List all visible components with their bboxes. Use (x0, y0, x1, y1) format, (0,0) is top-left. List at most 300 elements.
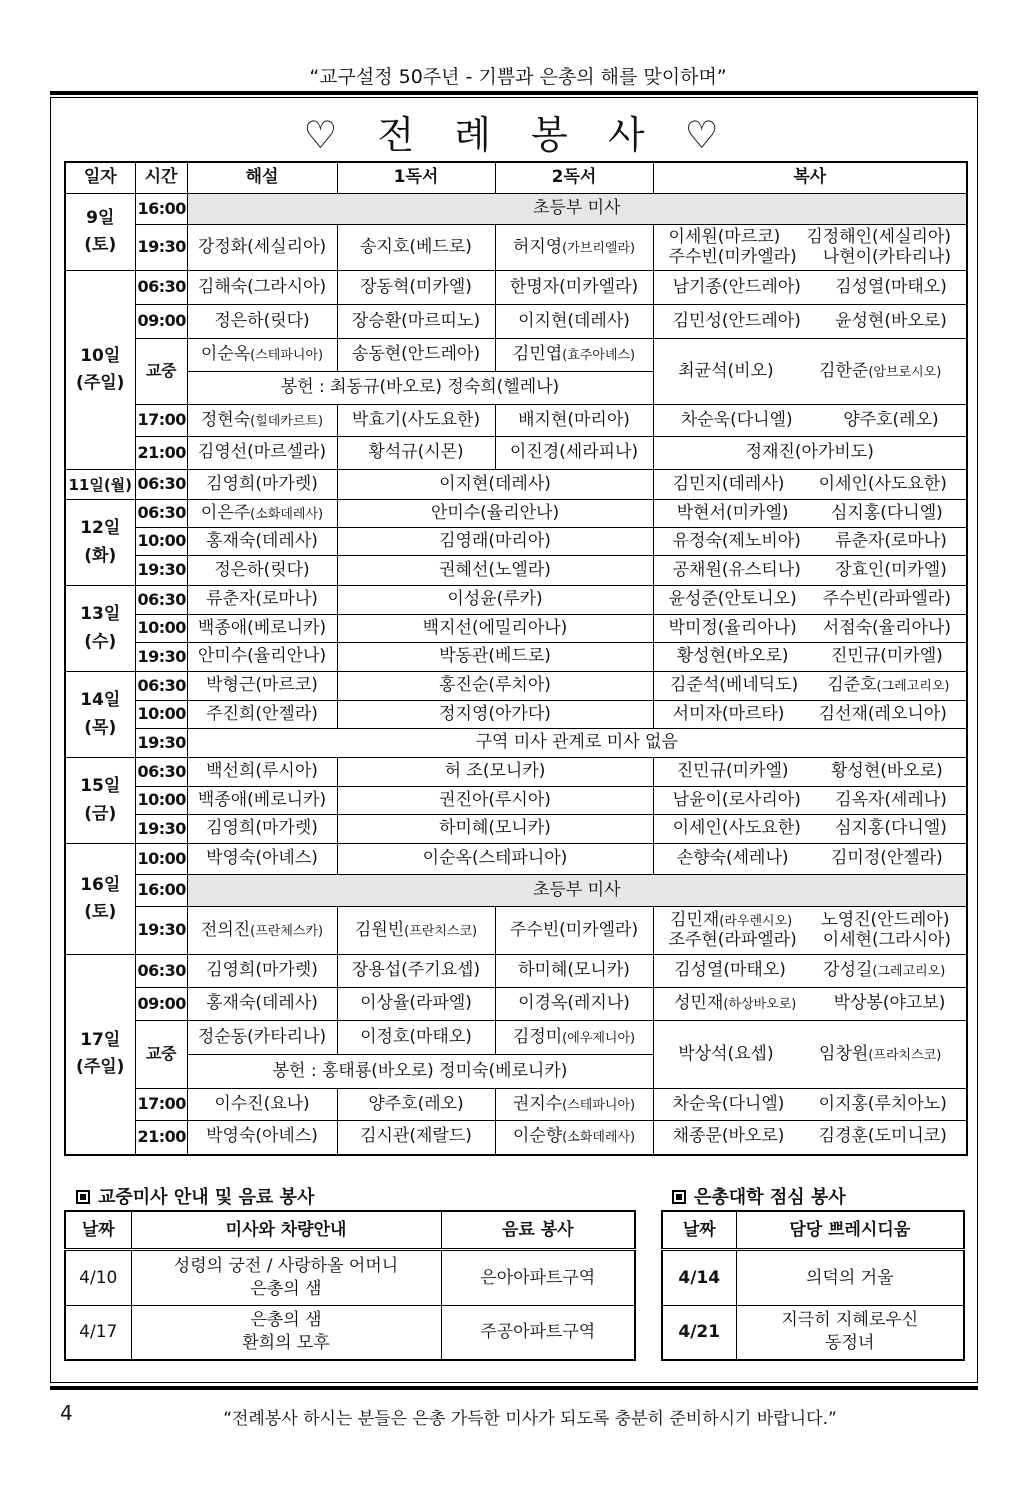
reading2-cell: 이경옥(레지나) (495, 988, 653, 1021)
reading-cell: 김영래(마리아) (337, 528, 653, 556)
reading-cell: 이순옥(스테파니아) (337, 844, 653, 875)
reading1-cell: 이상율(라파엘) (337, 988, 495, 1021)
reading1-cell: 김원빈(프란치스코) (337, 907, 495, 955)
saint-name: (그레고리오) (876, 679, 950, 695)
lunch-header-row (662, 1211, 964, 1250)
commentary-cell: 김영희(마가렛) (187, 470, 337, 500)
day-cell (65, 586, 135, 672)
col-servers: 복사 (653, 162, 967, 194)
servers-cell (653, 1121, 967, 1155)
col-time: 시간 (135, 162, 187, 194)
table-header-row (65, 162, 967, 194)
saint-name: (암브로시오) (868, 364, 942, 380)
saint-name: (에우제니아) (562, 1030, 636, 1046)
servers-cell (653, 1089, 967, 1121)
servers-line (656, 278, 965, 298)
day-cell (65, 470, 135, 500)
mass-guide-date: 4/10 (65, 1250, 131, 1306)
server-name: 박현서(미카엘) (676, 502, 789, 523)
reading-cell: 홍진순(루치아) (337, 672, 653, 701)
servers-line (656, 532, 965, 552)
day-cell (65, 844, 135, 955)
server-name: 박상봉(야고보) (833, 993, 946, 1014)
day-cell (65, 955, 135, 1155)
time-cell: 16:00 (135, 875, 187, 907)
servers-line (656, 849, 965, 869)
saint-name: (효주아녜스) (562, 348, 636, 364)
commentary-cell: 홍재숙(데레사) (187, 988, 337, 1021)
time-cell: 16:00 (135, 194, 187, 225)
reading1-cell: 박효기(사도요한) (337, 405, 495, 437)
reading-cell: 이성윤(루카) (337, 586, 653, 615)
col-reading2: 2독서 (495, 162, 653, 194)
offering-cell: 봉헌 : 최동규(바오로) 정숙희(헬레나) (187, 372, 653, 405)
commentary-cell: 김영희(마가렛) (187, 815, 337, 844)
table-row (65, 470, 967, 500)
server-name: 서미자(마르타) (672, 703, 785, 724)
servers-line (656, 791, 965, 811)
server-name: 김민재(라우렌시오) (670, 909, 793, 930)
mass-guide-hymns: 은총의 샘 환희의 모후 (131, 1306, 441, 1360)
commentary-cell: 박영숙(아녜스) (187, 1121, 337, 1155)
lunch-col-date: 날짜 (662, 1211, 736, 1250)
server-name: 최균석(비오) (678, 360, 774, 381)
saint-name: (라우렌시오) (719, 913, 793, 929)
table-row (65, 1021, 967, 1055)
weekday-label: (수) (84, 631, 117, 652)
lunch-date: 4/14 (662, 1250, 736, 1306)
commentary-cell: 백선희(루시아) (187, 758, 337, 787)
table-row (65, 1121, 967, 1155)
commentary-cell: 안미수(율리안나) (187, 643, 337, 672)
table-row (65, 437, 967, 470)
servers-line (656, 676, 965, 696)
server-name: 이세현(그라시아) (822, 929, 951, 950)
reading2-cell: 하미혜(모니카) (495, 955, 653, 988)
mass-guide-date: 4/17 (65, 1306, 131, 1360)
servers-line (656, 819, 965, 839)
time-cell: 06:30 (135, 758, 187, 787)
servers-line (656, 443, 965, 463)
reading2-cell: 주수빈(미카엘라) (495, 907, 653, 955)
server-name: 윤성준(안토니오) (668, 589, 797, 610)
servers-line (656, 619, 965, 639)
servers-line (656, 362, 965, 382)
servers-line (656, 228, 965, 248)
server-name: 김민성(안드레아) (672, 310, 801, 331)
day-cell (65, 672, 135, 758)
time-cell: 10:00 (135, 844, 187, 875)
server-name: 박미정(율리아나) (668, 617, 797, 638)
commentary-cell: 정현숙(힐데카르트) (187, 405, 337, 437)
time-cell: 21:00 (135, 1121, 187, 1155)
reading2-cell: 이진경(세라피나) (495, 437, 653, 470)
table-row (65, 528, 967, 556)
commentary-cell: 정은하(릿다) (187, 305, 337, 339)
server-name: 황성현(바오로) (830, 761, 943, 782)
servers-line (656, 248, 965, 268)
day-cell (65, 500, 135, 586)
time-cell: 21:00 (135, 437, 187, 470)
table-row (65, 875, 967, 907)
servers-cell (653, 528, 967, 556)
time-cell: 10:00 (135, 615, 187, 643)
server-name: 박상석(요셉) (678, 1043, 774, 1064)
time-cell: 19:30 (135, 907, 187, 955)
table-row (65, 907, 967, 955)
table-row (65, 672, 967, 701)
day-label: 17일 (80, 1030, 121, 1051)
servers-cell (653, 500, 967, 528)
time-cell: 06:30 (135, 955, 187, 988)
time-cell: 06:30 (135, 500, 187, 528)
table-row (65, 1250, 635, 1306)
server-name: 남기종(안드레아) (672, 276, 801, 297)
time-cell: 17:00 (135, 405, 187, 437)
mass-guide-table (64, 1210, 636, 1361)
servers-cell (653, 815, 967, 844)
time-cell: 10:00 (135, 787, 187, 815)
mass-guide-drink: 주공아파트구역 (441, 1306, 635, 1360)
time-cell: 09:00 (135, 305, 187, 339)
reading-cell: 허 조(모니카) (337, 758, 653, 787)
day-label: 15일 (80, 776, 121, 797)
lunch-group: 지극히 지혜로우신 동정녀 (736, 1306, 964, 1360)
mass-guide-header-row (65, 1211, 635, 1250)
time-cell: 06:30 (135, 672, 187, 701)
span-cell: 초등부 미사 (187, 875, 967, 907)
servers-cell (653, 1021, 967, 1089)
servers-line (656, 911, 965, 931)
table-row (65, 339, 967, 372)
server-name: 차순욱(다니엘) (680, 409, 793, 430)
reading2-cell: 김정미(에우제니아) (495, 1021, 653, 1055)
server-name: 김준호(그레고리오) (827, 675, 950, 696)
servers-cell (653, 672, 967, 701)
servers-cell (653, 339, 967, 405)
reading1-cell: 장용섭(주기요셉) (337, 955, 495, 988)
footer-text: “전례봉사 하시는 분들은 은총 가득한 미사가 되도록 충분히 준비하시기 바랍니다.” (223, 1409, 837, 1429)
saint-name: (스테파니아) (250, 348, 324, 364)
server-name: 양주호(레오) (843, 409, 939, 430)
server-name: 주수빈(미카엘라) (668, 246, 797, 267)
table-row (65, 758, 967, 787)
servers-cell (653, 701, 967, 729)
time-cell: 06:30 (135, 271, 187, 305)
time-cell: 교중 (135, 1021, 187, 1089)
servers-cell (653, 556, 967, 586)
table-row (65, 615, 967, 643)
day-label: 14일 (80, 690, 121, 711)
page-number: 4 (60, 1401, 73, 1425)
reading1-cell: 황석규(시몬) (337, 437, 495, 470)
top-title: “교구설정 50주년 - 기쁨과 은총의 해를 맞이하며” (309, 66, 727, 88)
reading1-cell: 송지호(베드로) (337, 225, 495, 271)
servers-cell (653, 844, 967, 875)
square-bullet-icon (672, 1190, 686, 1204)
server-name: 이세원(마르코) (668, 226, 781, 247)
day-label: 16일 (80, 874, 121, 895)
weekday-label: (목) (84, 717, 117, 738)
reading1-cell: 송동현(안드레아) (337, 339, 495, 372)
reading-cell: 권진아(루시아) (337, 787, 653, 815)
server-name: 심지홍(다니엘) (835, 818, 947, 839)
server-name: 나현이(카타리나) (822, 246, 951, 267)
servers-cell (653, 615, 967, 643)
server-name: 이세인(사도요한) (818, 473, 947, 494)
table-row (65, 194, 967, 225)
server-name: 진민규(미카엘) (830, 646, 943, 667)
saint-name: (프라치스코) (868, 1047, 942, 1063)
reading2-cell: 권지수(스테파니아) (495, 1089, 653, 1121)
reading1-cell: 장승환(마르띠노) (337, 305, 495, 339)
saint-name: (하상바오로) (723, 997, 797, 1013)
time-cell: 19:30 (135, 815, 187, 844)
servers-cell (653, 437, 967, 470)
mass-guide-heading: 교중미사 안내 및 음료 봉사 (76, 1183, 314, 1209)
reading1-cell: 양주호(레오) (337, 1089, 495, 1121)
time-cell: 06:30 (135, 470, 187, 500)
commentary-cell: 김영선(마르셀라) (187, 437, 337, 470)
saint-name: (소화데레사) (250, 506, 324, 522)
mass-guide-hymns: 성령의 궁전 / 사랑하올 어머니 은총의 샘 (131, 1250, 441, 1306)
server-name: 서점숙(율리아나) (822, 617, 951, 638)
server-name: 정재진(아가비도) (745, 442, 874, 463)
reading2-cell: 이지현(데레사) (495, 305, 653, 339)
server-name: 윤성현(바오로) (835, 310, 947, 331)
servers-line (656, 647, 965, 667)
server-name: 이세인(사도요한) (672, 818, 801, 839)
saint-name: (프란치스코) (404, 923, 478, 939)
weekday-label: (주일) (76, 373, 125, 393)
bottom-rule-thin (50, 1382, 978, 1383)
commentary-cell: 이은주(소화데레사) (187, 500, 337, 528)
servers-cell (653, 405, 967, 437)
table-row (65, 1306, 635, 1360)
commentary-cell: 주진희(안젤라) (187, 701, 337, 729)
table-row (65, 586, 967, 615)
server-name: 남윤이(로사리아) (672, 789, 801, 810)
col-commentary: 해설 (187, 162, 337, 194)
server-name: 김한준(암브로시오) (819, 360, 942, 381)
servers-cell (653, 586, 967, 615)
offering-cell: 봉헌 : 홍태룡(바오로) 정미숙(베로니카) (187, 1055, 653, 1089)
servers-cell (653, 225, 967, 271)
servers-line (656, 1127, 965, 1147)
server-name: 조주현(라파엘라) (668, 929, 797, 950)
servers-cell (653, 787, 967, 815)
time-cell: 19:30 (135, 556, 187, 586)
servers-line (656, 1095, 965, 1115)
servers-cell (653, 988, 967, 1021)
mass-guide-col-hymns: 미사와 차량안내 (131, 1211, 441, 1250)
day-cell (65, 758, 135, 844)
col-date: 일자 (65, 162, 135, 194)
reading2-cell: 허지영(가브리엘라) (495, 225, 653, 271)
col-reading1: 1독서 (337, 162, 495, 194)
day-cell (65, 271, 135, 470)
reading-cell: 박동관(베드로) (337, 643, 653, 672)
saint-name: (힐데카르트) (250, 413, 324, 429)
commentary-cell: 정은하(릿다) (187, 556, 337, 586)
reading2-cell: 김민엽(효주아녜스) (495, 339, 653, 372)
commentary-cell: 백종애(베로니카) (187, 615, 337, 643)
table-row (662, 1306, 964, 1360)
server-name: 이지홍(루치아노) (818, 1093, 947, 1114)
server-name: 손향숙(세레나) (676, 848, 789, 869)
server-name: 김성열(마태오) (835, 276, 947, 297)
servers-line (656, 411, 965, 431)
reading-cell: 안미수(율리안나) (337, 500, 653, 528)
reading-cell: 정지영(아가다) (337, 701, 653, 729)
time-cell: 17:00 (135, 1089, 187, 1121)
server-name: 심지홍(다니엘) (830, 502, 943, 523)
commentary-cell: 정순동(카타리나) (187, 1021, 337, 1055)
table-row (65, 701, 967, 729)
server-name: 류춘자(로마나) (835, 530, 947, 551)
servers-cell (653, 643, 967, 672)
notice-cell: 구역 미사 관계로 미사 없음 (187, 729, 967, 758)
server-name: 주수빈(라파엘라) (822, 589, 951, 610)
servers-line (656, 762, 965, 782)
commentary-cell: 홍재숙(데레사) (187, 528, 337, 556)
table-row (65, 729, 967, 758)
square-bullet-icon (76, 1190, 90, 1204)
reading2-cell: 이순향(소화데레사) (495, 1121, 653, 1155)
mass-guide-col-drink: 음료 봉사 (441, 1211, 635, 1250)
time-cell: 10:00 (135, 701, 187, 729)
lunch-date: 4/21 (662, 1306, 736, 1360)
servers-cell (653, 271, 967, 305)
server-name: 김성열(마태오) (674, 960, 786, 981)
time-cell: 교중 (135, 339, 187, 405)
commentary-cell: 박영숙(아녜스) (187, 844, 337, 875)
section-title: ♡ 전 례 봉 사 ♡ (303, 113, 733, 157)
liturgy-schedule-table (64, 161, 968, 1156)
servers-cell (653, 305, 967, 339)
reading1-cell: 이정호(마태오) (337, 1021, 495, 1055)
time-cell: 09:00 (135, 988, 187, 1021)
servers-line (656, 312, 965, 332)
commentary-cell: 박형근(마르코) (187, 672, 337, 701)
server-name: 김준석(베네딕도) (670, 675, 799, 696)
table-row (662, 1250, 964, 1306)
mass-guide-col-date: 날짜 (65, 1211, 131, 1250)
reading1-cell: 장동혁(미카엘) (337, 271, 495, 305)
schedule-body (65, 194, 967, 1155)
server-name: 김선재(레오니아) (818, 703, 947, 724)
span-cell: 초등부 미사 (187, 194, 967, 225)
table-row (65, 1089, 967, 1121)
saint-name: (소화데레사) (562, 1130, 636, 1146)
time-cell: 19:30 (135, 729, 187, 758)
servers-line (656, 994, 965, 1014)
reading1-cell: 김시관(제랄드) (337, 1121, 495, 1155)
day-label: 10일 (80, 345, 121, 366)
bottom-rule-thick (50, 1386, 978, 1390)
server-name: 성민재(하상바오로) (674, 993, 797, 1014)
servers-cell (653, 470, 967, 500)
table-row (65, 643, 967, 672)
servers-line (656, 504, 965, 524)
table-row (65, 556, 967, 586)
lunch-heading: 은총대학 점심 봉사 (672, 1183, 846, 1209)
saint-name: (가브리엘라) (562, 240, 636, 256)
server-name: 황성현(바오로) (676, 646, 789, 667)
commentary-cell: 백종애(베로니카) (187, 787, 337, 815)
server-name: 김경훈(도미니코) (818, 1126, 947, 1147)
table-row (65, 844, 967, 875)
table-row (65, 225, 967, 271)
servers-line (656, 1045, 965, 1065)
servers-line (656, 590, 965, 610)
reading2-cell: 한명자(미카엘라) (495, 271, 653, 305)
lunch-table (661, 1210, 965, 1361)
time-cell: 10:00 (135, 528, 187, 556)
servers-line (656, 561, 965, 581)
server-name: 장효인(미카엘) (835, 559, 947, 580)
weekday-label: (화) (84, 545, 117, 566)
server-name: 김옥자(세레나) (835, 789, 947, 810)
server-name: 임창원(프라치스코) (819, 1043, 942, 1064)
servers-cell (653, 907, 967, 955)
day-label: 12일 (80, 518, 121, 539)
server-name: 채종문(바오로) (672, 1126, 785, 1147)
commentary-cell: 류춘자(로마나) (187, 586, 337, 615)
weekday-label: (토) (84, 902, 117, 922)
lunch-col-group: 담당 쁘레시디움 (736, 1211, 964, 1250)
servers-cell (653, 758, 967, 787)
server-name: 김미정(안젤라) (830, 848, 943, 869)
servers-line (656, 475, 965, 495)
server-name: 진민규(미카엘) (676, 761, 789, 782)
servers-line (656, 961, 965, 981)
servers-line (656, 705, 965, 725)
server-name: 김민지(데레사) (672, 473, 785, 494)
server-name: 유정숙(제노비아) (672, 530, 801, 551)
mass-guide-drink: 은아아파트구역 (441, 1250, 635, 1306)
server-name: 노영진(안드레아) (821, 909, 950, 930)
reading-cell: 이지현(데레사) (337, 470, 653, 500)
top-rule-thick (50, 91, 978, 95)
reading-cell: 하미혜(모니카) (337, 815, 653, 844)
lunch-group: 의덕의 거울 (736, 1250, 964, 1306)
table-row (65, 271, 967, 305)
weekday-label: (토) (84, 235, 117, 255)
weekday-label: (주일) (76, 1057, 125, 1078)
table-row (65, 815, 967, 844)
reading-cell: 권혜선(노엘라) (337, 556, 653, 586)
commentary-cell: 이수진(요나) (187, 1089, 337, 1121)
servers-cell (653, 955, 967, 988)
table-row (65, 955, 967, 988)
table-row (65, 500, 967, 528)
table-row (65, 787, 967, 815)
table-row (65, 988, 967, 1021)
day-cell (65, 194, 135, 271)
reading2-cell: 배지현(마리아) (495, 405, 653, 437)
servers-line (656, 931, 965, 951)
reading-cell: 백지선(에밀리아나) (337, 615, 653, 643)
server-name: 차순욱(다니엘) (672, 1093, 785, 1114)
day-label: 9일 (86, 207, 115, 228)
table-row (65, 405, 967, 437)
server-name: 김정해인(세실리아) (806, 226, 951, 247)
day-label: 11일(월) (68, 475, 133, 494)
commentary-cell: 김해숙(그라시아) (187, 271, 337, 305)
table-row (65, 305, 967, 339)
commentary-cell: 이순옥(스테파니아) (187, 339, 337, 372)
